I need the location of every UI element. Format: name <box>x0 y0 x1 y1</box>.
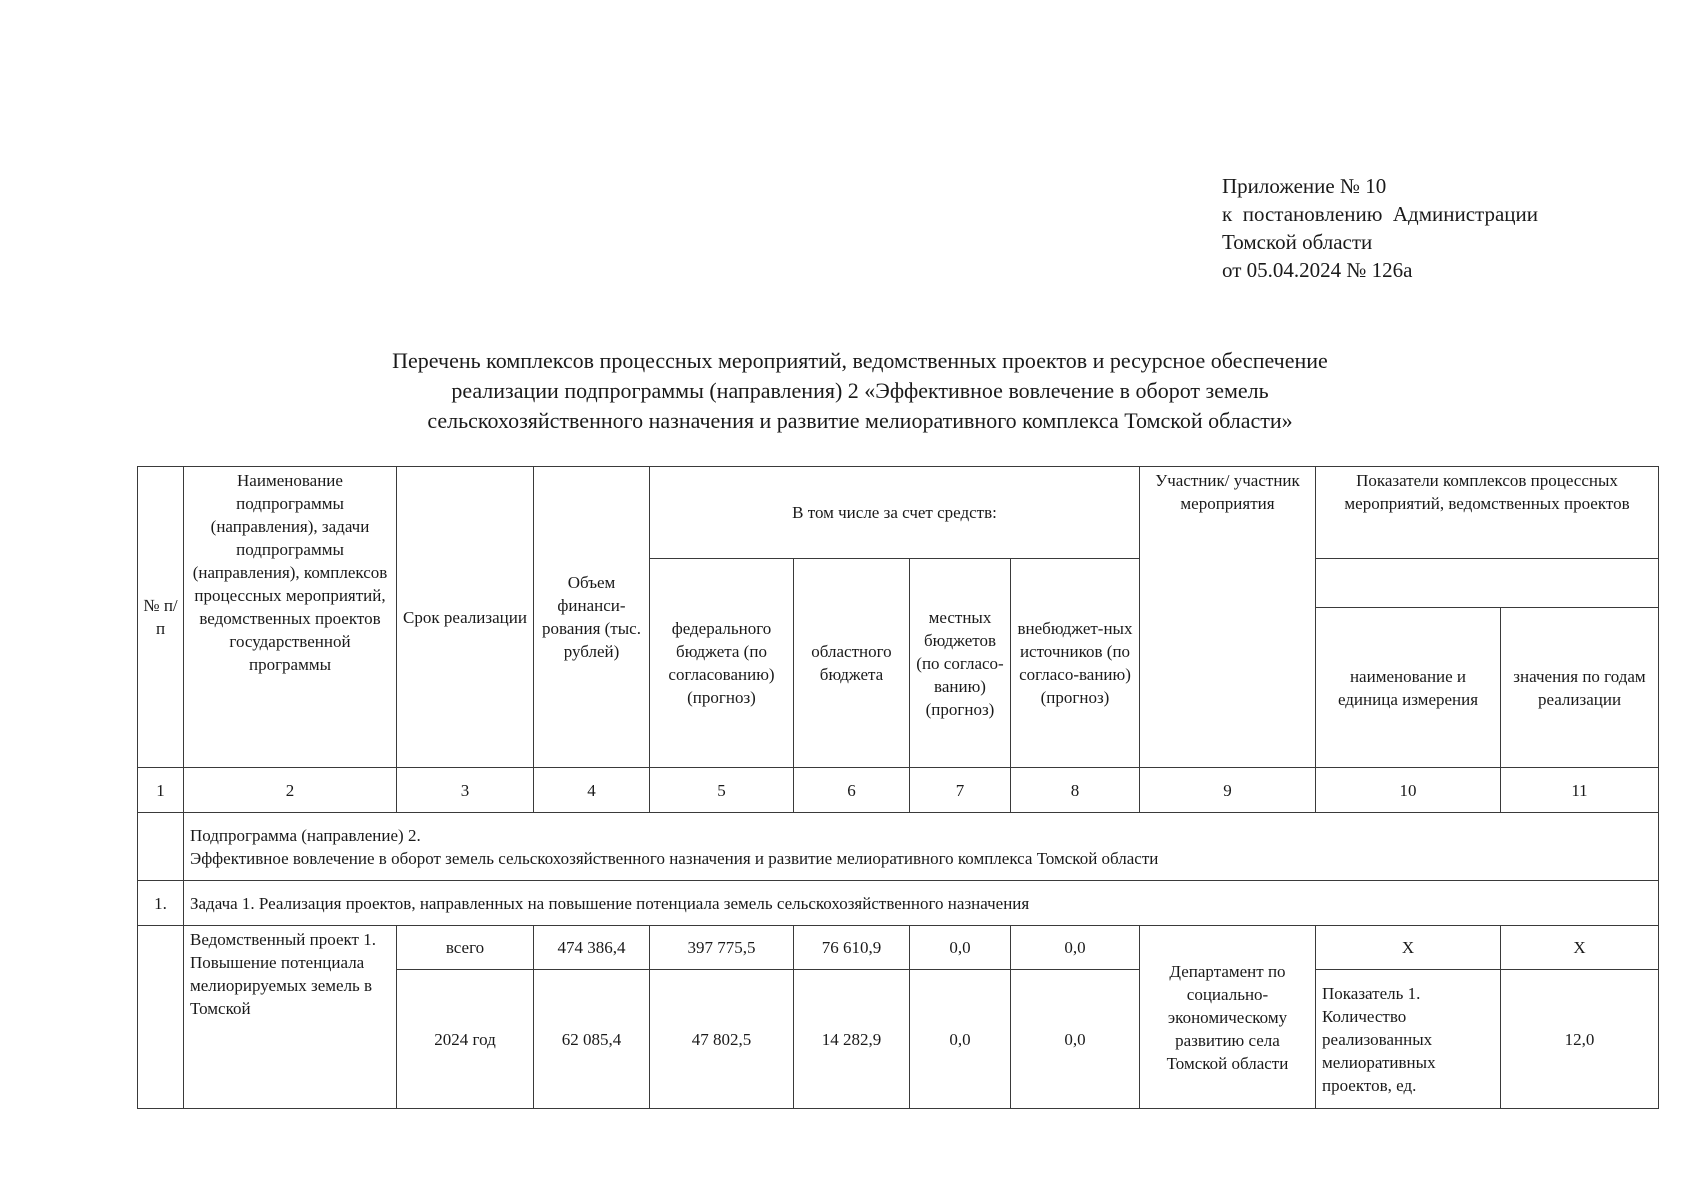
col-number: 7 <box>910 768 1011 813</box>
col-number: 2 <box>184 768 397 813</box>
appendix-line: Приложение № 10 <box>1222 174 1387 198</box>
task-num: 1. <box>138 881 184 926</box>
project-local: 0,0 <box>910 970 1011 1109</box>
project-regional: 14 282,9 <box>794 970 910 1109</box>
project-federal: 47 802,5 <box>650 970 794 1109</box>
project-name: Ведомственный проект 1. Повышение потенциала мелиорируемых земель в Томской <box>184 926 397 1109</box>
task-text: Задача 1. Реализация проектов, направленных на повышение потенциала земель сельскохозяйственного назначения <box>184 881 1659 926</box>
project-regional: 76 610,9 <box>794 926 910 970</box>
subprogram-num-cell <box>138 813 184 881</box>
project-extra: 0,0 <box>1011 970 1140 1109</box>
title-line: сельскохозяйственного назначения и развитие мелиоративного комплекса Томской области» <box>427 408 1293 433</box>
col-number: 10 <box>1316 768 1501 813</box>
project-term: 2024 год <box>397 970 534 1109</box>
header-indicators-spacer <box>1316 559 1659 608</box>
header-volume: Объем финанси-рования (тыс. рублей) <box>534 467 650 768</box>
appendix-line: Томской области <box>1222 230 1373 254</box>
project-volume: 474 386,4 <box>534 926 650 970</box>
header-federal: федерального бюджета (по согласованию) (прогноз) <box>650 559 794 768</box>
project-ind-name: Показатель 1. Количество реализованных мелиоративных проектов, ед. <box>1316 970 1501 1109</box>
col-number: 11 <box>1501 768 1659 813</box>
program-table <box>137 466 1659 1109</box>
header-ind-name: наименование и единица измерения <box>1316 608 1501 768</box>
project-num-cell <box>138 926 184 1109</box>
subprogram-row <box>184 813 1659 881</box>
header-indicators: Показатели комплексов процессных мероприятий, ведомственных проектов <box>1316 467 1659 559</box>
col-number: 8 <box>1011 768 1140 813</box>
appendix-line: к постановлению Администрации <box>1222 202 1539 226</box>
project-local: 0,0 <box>910 926 1011 970</box>
col-number: 9 <box>1140 768 1316 813</box>
header-num: № п/п <box>138 467 184 768</box>
title-line: Перечень комплексов процессных мероприятий, ведомственных проектов и ресурсное обеспечение <box>392 348 1328 373</box>
subprogram-line: Подпрограмма (направление) 2. <box>190 825 421 845</box>
header-extra: внебюджет-ных источников (по согласо-ванию) (прогноз) <box>1011 559 1140 768</box>
appendix-block <box>1222 172 1538 284</box>
header-ind-values: значения по годам реализации <box>1501 608 1659 768</box>
project-ind-name: Х <box>1316 926 1501 970</box>
header-name: Наименование подпрограммы (направления), задачи подпрограммы (направления), комплексов процессных мероприятий, ведомственных проектов государственной программы <box>184 467 397 768</box>
subprogram-line: Эффективное вовлечение в оборот земель сельскохозяйственного назначения и развитие мелиоративного комплекса Томской области <box>190 848 1159 868</box>
col-number: 5 <box>650 768 794 813</box>
col-number: 4 <box>534 768 650 813</box>
title-line: реализации подпрограммы (направления) 2 «Эффективное вовлечение в оборот земель <box>451 378 1269 403</box>
header-local: местных бюджетов (по согласо-ванию) (прогноз) <box>910 559 1011 768</box>
project-extra: 0,0 <box>1011 926 1140 970</box>
header-participant: Участник/ участник мероприятия <box>1140 467 1316 768</box>
appendix-line: от 05.04.2024 № 126а <box>1222 258 1413 282</box>
header-funds: В том числе за счет средств: <box>650 467 1140 559</box>
project-federal: 397 775,5 <box>650 926 794 970</box>
col-number: 6 <box>794 768 910 813</box>
project-term: всего <box>397 926 534 970</box>
header-term: Срок реализации <box>397 467 534 768</box>
project-volume: 62 085,4 <box>534 970 650 1109</box>
document-title <box>130 346 1590 436</box>
header-regional: областного бюджета <box>794 559 910 768</box>
col-number: 1 <box>138 768 184 813</box>
col-number: 3 <box>397 768 534 813</box>
project-ind-value: 12,0 <box>1501 970 1659 1109</box>
project-ind-value: Х <box>1501 926 1659 970</box>
project-participant: Департамент по социально-экономическому развитию села Томской области <box>1140 926 1316 1109</box>
